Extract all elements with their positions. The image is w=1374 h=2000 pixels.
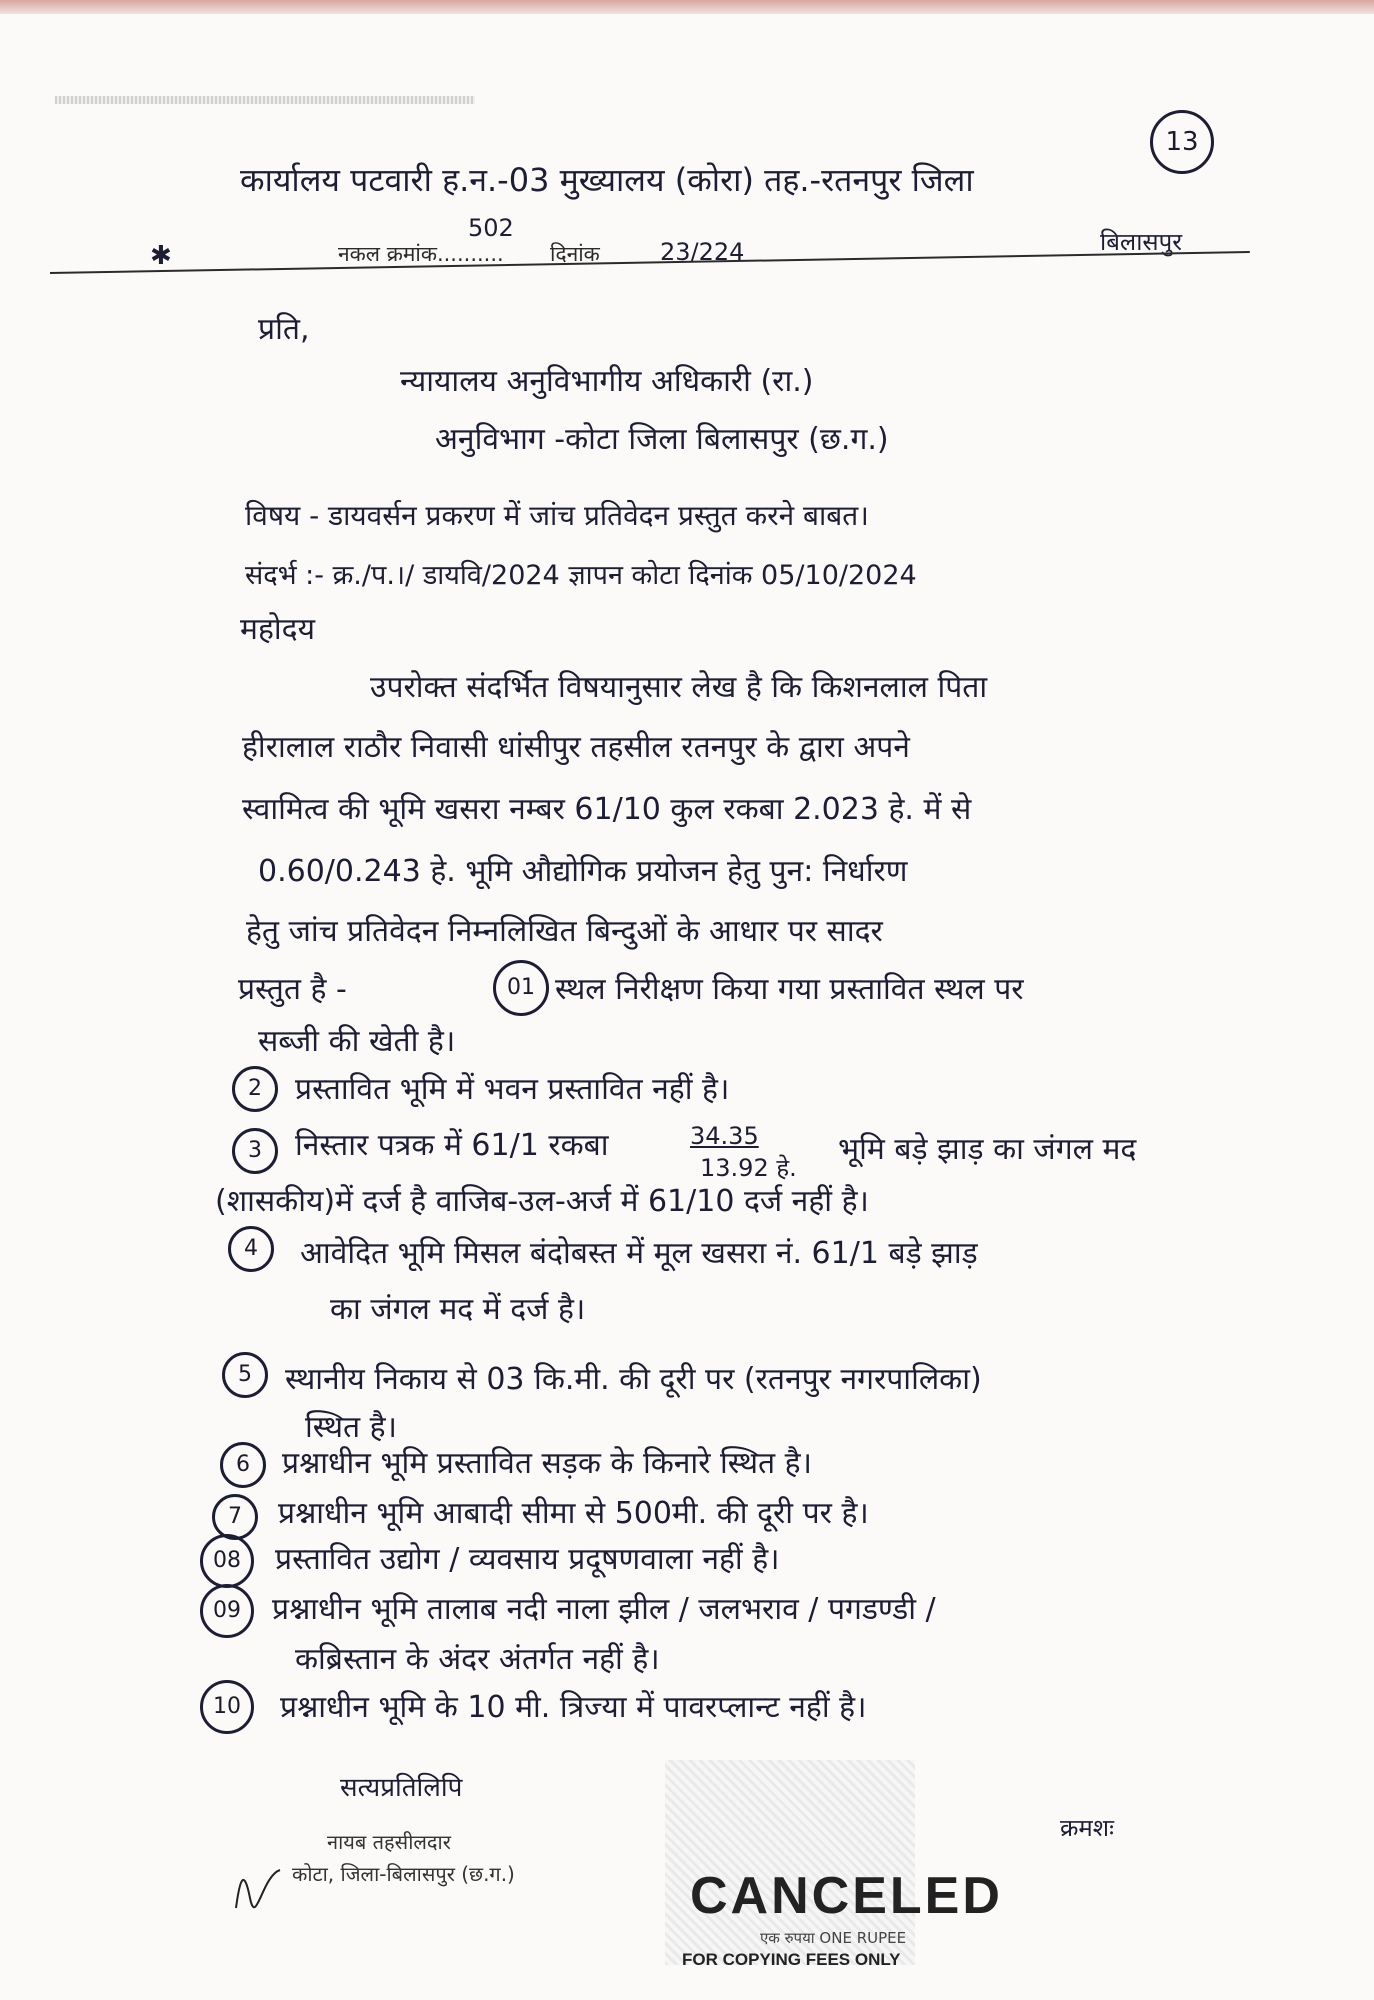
addressee-line2: अनुविभाग -कोटा जिला बिलासपुर (छ.ग.)	[435, 422, 889, 457]
point-text: का जंगल मद में दर्ज है।	[330, 1292, 586, 1327]
point-text: कब्रिस्तान के अंदर अंतर्गत नहीं है।	[295, 1642, 660, 1677]
point-number: 08	[200, 1534, 254, 1588]
point-number-01: 01	[493, 960, 549, 1016]
header-rule	[50, 251, 1250, 274]
area-fraction-top: 34.35	[690, 1122, 759, 1150]
print-strip	[55, 96, 475, 104]
date-label: दिनांक	[550, 242, 600, 266]
point-text: प्रश्नाधीन भूमि प्रस्तावित सड़क के किनारे स्थित है।	[282, 1446, 812, 1481]
subject-line: विषय - डायवर्सन प्रकरण में जांच प्रतिवेदन प्रस्तुत करने बाबत।	[245, 499, 869, 532]
point-1-text: स्थल निरीक्षण किया गया प्रस्तावित स्थल पर	[555, 972, 1024, 1007]
district-name: बिलासपुर	[1100, 228, 1183, 256]
signature-mark	[228, 1858, 288, 1918]
true-copy-label: सत्यप्रतिलिपि	[340, 1773, 463, 1803]
point-text: प्रस्तावित भूमि में भवन प्रस्तावित नहीं है।	[295, 1072, 730, 1107]
copy-number-label: नकल क्रमांक..........	[338, 242, 504, 266]
reference-line: संदर्भ :- क्र./प.।/ डायवि/2024 ज्ञापन कोटा दिनांक 05/10/2024	[245, 560, 917, 591]
point-number: 3	[232, 1128, 278, 1174]
point-number: 7	[212, 1494, 258, 1540]
top-edge	[0, 0, 1374, 14]
point-number: 4	[228, 1226, 274, 1272]
prati: प्रति,	[258, 312, 310, 347]
addressee-line1: न्यायालय अनुविभागीय अधिकारी (रा.)	[400, 364, 814, 399]
seal-line-2: कोटा, जिला-बिलासपुर (छ.ग.)	[292, 1862, 515, 1886]
area-fraction-bottom: 13.92 हे.	[700, 1154, 797, 1182]
date-value: 23/224	[660, 238, 745, 266]
point-number: 2	[232, 1066, 278, 1112]
stamp-fees-text: FOR COPYING FEES ONLY	[682, 1950, 901, 1969]
point-text-cont: भूमि बड़े झाड़ का जंगल मद	[838, 1132, 1137, 1167]
point-text: आवेदित भूमि मिसल बंदोबस्त में मूल खसरा नं. 61/1 बड़े झाड़	[300, 1236, 978, 1271]
salutation: महोदय	[240, 612, 315, 647]
body-line-3: स्वामित्व की भूमि खसरा नम्बर 61/10 कुल रकबा 2.023 हे. में से	[242, 792, 972, 827]
point-text: प्रश्नाधीन भूमि तालाब नदी नाला झील / जलभराव / पगडण्डी /	[272, 1592, 936, 1627]
seal-line-1: नायब तहसीलदार	[327, 1830, 451, 1854]
bullet-mark: ✱	[150, 241, 172, 271]
stamp-rupee-text: एक रुपया ONE RUPEE	[760, 1929, 907, 1947]
body-line-6: प्रस्तुत है -	[238, 972, 347, 1007]
body-line-1: उपरोक्त संदर्भित विषयानुसार लेख है कि किशनलाल पिता	[370, 670, 988, 705]
point-number: 5	[222, 1352, 268, 1398]
copy-number: 502	[468, 214, 514, 242]
body-line-7: सब्जी की खेती है।	[258, 1024, 456, 1059]
point-text: स्थित है।	[305, 1410, 397, 1445]
office-line: कार्यालय पटवारी ह.न.-03 मुख्यालय (कोरा) तह.-रतनपुर जिला	[240, 161, 974, 199]
point-text: स्थानीय निकाय से 03 कि.मी. की दूरी पर (रतनपुर नगरपालिका)	[285, 1362, 982, 1397]
point-number: 10	[200, 1680, 254, 1734]
body-line-2: हीरालाल राठौर निवासी धांसीपुर तहसील रतनपुर के द्वारा अपने	[242, 730, 910, 765]
point-text: प्रस्तावित उद्योग / व्यवसाय प्रदूषणवाला नहीं है।	[275, 1542, 780, 1577]
point-text: प्रश्नाधीन भूमि के 10 मी. त्रिज्या में पावरप्लान्ट नहीं है।	[280, 1690, 867, 1725]
body-line-5: हेतु जांच प्रतिवेदन निम्नलिखित बिन्दुओं के आधार पर सादर	[246, 914, 883, 949]
continued-mark: क्रमशः	[1060, 1814, 1114, 1842]
point-text: प्रश्नाधीन भूमि आबादी सीमा से 500मी. की दूरी पर है।	[278, 1496, 869, 1531]
stamp-canceled-word: CANCELED	[690, 1867, 1003, 1925]
point-number: 09	[200, 1584, 254, 1638]
page-number: 13	[1150, 110, 1214, 174]
point-text: निस्तार पत्रक में 61/1 रकबा	[295, 1128, 609, 1163]
body-line-4: 0.60/0.243 हे. भूमि औद्योगिक प्रयोजन हेतु पुन: निर्धारण	[258, 854, 908, 889]
point-number: 6	[220, 1442, 266, 1488]
point-text: (शासकीय)में दर्ज है वाजिब-उल-अर्ज में 61/10 दर्ज नहीं है।	[215, 1184, 869, 1219]
